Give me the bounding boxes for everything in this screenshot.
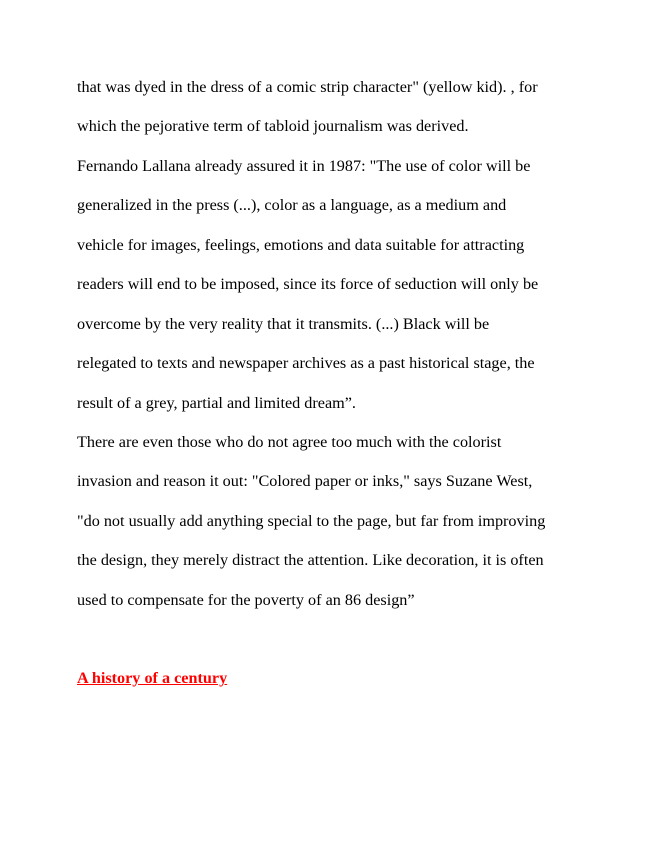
body-text-line: overcome by the very reality that it transmits. (...) Black will be [77, 315, 490, 333]
body-text-line: There are even those who do not agree too much with the colorist [77, 433, 502, 451]
body-text-line: Fernando Lallana already assured it in 1987: "The use of color will be [77, 157, 531, 175]
body-text-line: readers will end to be imposed, since its force of seduction will only be [77, 275, 539, 293]
body-text-line: result of a grey, partial and limited dream”. [77, 394, 356, 412]
body-text-line: generalized in the press (...), color as a language, as a medium and [77, 196, 507, 214]
body-text-line: relegated to texts and newspaper archives as a past historical stage, the [77, 354, 535, 372]
body-text-line: invasion and reason it out: "Colored paper or inks," says Suzane West, [77, 472, 533, 490]
body-text-line: vehicle for images, feelings, emotions and data suitable for attracting [77, 236, 525, 254]
body-text-line: "do not usually add anything special to the page, but far from improving [77, 512, 546, 530]
body-text-line: used to compensate for the poverty of an 86 design” [77, 591, 415, 609]
section-heading: A history of a century [77, 669, 228, 687]
body-text-line: that was dyed in the dress of a comic strip character" (yellow kid). , for [77, 78, 538, 96]
body-text-line: the design, they merely distract the attention. Like decoration, it is often [77, 551, 544, 569]
body-text-line: which the pejorative term of tabloid journalism was derived. [77, 117, 469, 135]
